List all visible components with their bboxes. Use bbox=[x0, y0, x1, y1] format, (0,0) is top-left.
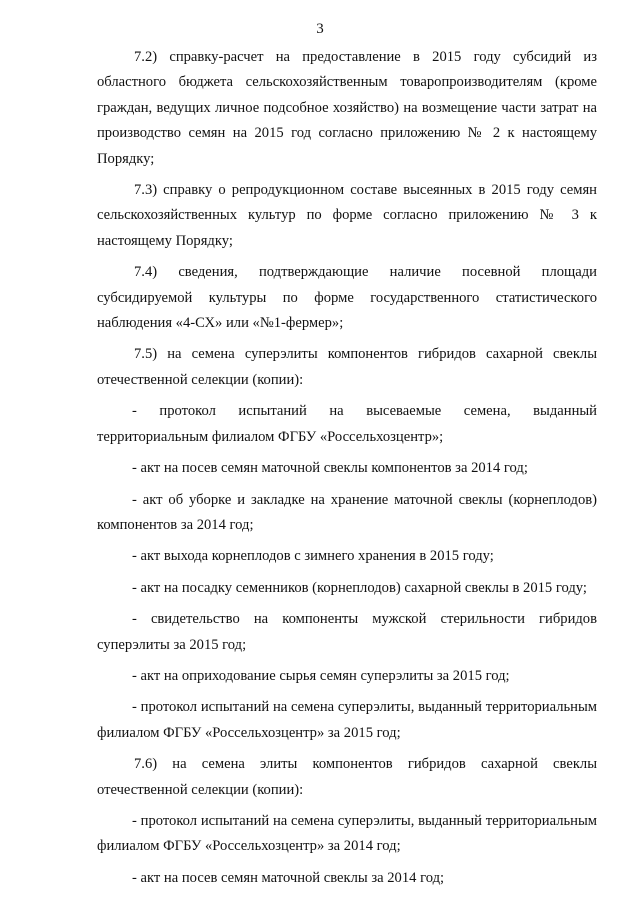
list-item: - акт на оприходование сырья семян суперэлиты за 2015 год; bbox=[132, 667, 510, 684]
list-item: - акт об уборке и закладке на хранение маточной свеклы (корнеплодов) компонентов за 2014 год; bbox=[97, 491, 597, 533]
list-item: - протокол испытаний на высеваемые семена, выданный территориальным филиалом ФГБУ «Россельхозцентр»; bbox=[97, 403, 597, 445]
paragraph-7-6: 7.6) на семена элиты компонентов гибридов сахарной свеклы отечественной селекции (копии): bbox=[97, 756, 597, 798]
document-body bbox=[97, 45, 597, 891]
paragraph-7-5: 7.5) на семена суперэлиты компонентов гибридов сахарной свеклы отечественной селекции (копии): bbox=[97, 346, 597, 388]
paragraph-7-2: 7.2) справку-расчет на предоставление в 2015 году субсидий из областного бюджета сельскохозяйственным товаропроизводителям (кроме граждан, ведущих личное подсобное хозяйство) на возмещение части затрат на производство семян на 2015 год согласно приложению № 2 к настоящему Порядку; bbox=[97, 49, 597, 167]
list-item: - протокол испытаний на семена суперэлиты, выданный территориальным филиалом ФГБУ «Россельхозцентр» за 2014 год; bbox=[97, 812, 597, 855]
page-number: 3 bbox=[316, 21, 324, 37]
paragraph-7-3: 7.3) справку о репродукционном составе высеянных в 2015 году семян сельскохозяйственных культур по форме согласно приложению № 3 к настоящему Порядку; bbox=[97, 182, 597, 249]
list-item: - акт на посев семян маточной свеклы компонентов за 2014 год; bbox=[132, 460, 528, 477]
list-item: - акт на посев семян маточной свеклы за 2014 год; bbox=[132, 869, 445, 886]
list-item: - акт на посадку семенников (корнеплодов) сахарной свеклы в 2015 году; bbox=[132, 579, 587, 596]
list-item: - акт выхода корнеплодов с зимнего хранения в 2015 году; bbox=[132, 548, 494, 565]
list-item: - свидетельство на компоненты мужской стерильности гибридов суперэлиты за 2015 год; bbox=[97, 611, 597, 653]
list-item: - протокол испытаний на семена суперэлиты, выданный территориальным филиалом ФГБУ «Россельхозцентр» за 2015 год; bbox=[97, 699, 597, 741]
paragraph-7-4: 7.4) сведения, подтверждающие наличие посевной площади субсидируемой культуры по форме государственного статистического наблюдения «4-СХ» или «№1-фермер»; bbox=[97, 264, 597, 332]
